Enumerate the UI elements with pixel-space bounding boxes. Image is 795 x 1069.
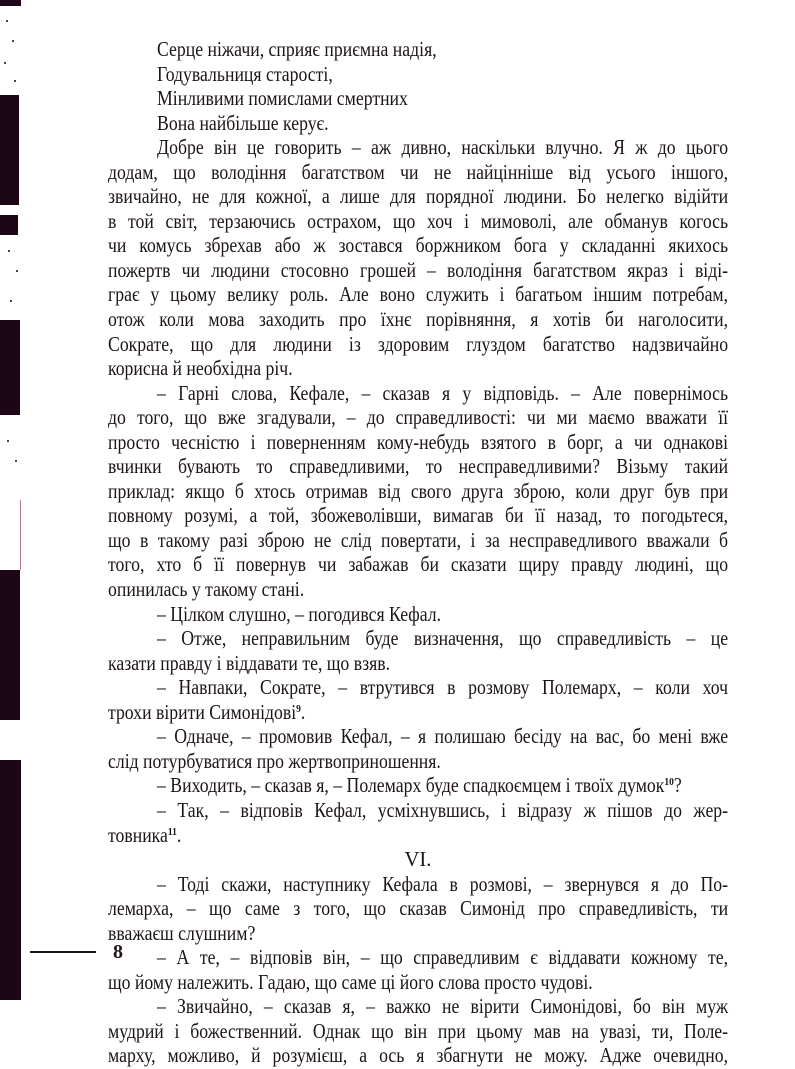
book-page (108, 38, 728, 1069)
text-line (108, 529, 728, 554)
line-text: грає у цьому велику роль. Але воно служить і багатьом іншим потребам, (108, 284, 729, 307)
page-footer (30, 940, 123, 964)
spine-shadow (0, 95, 19, 205)
text-line (108, 946, 728, 971)
line-text: до того, що вже згадували, – до справедливості: чи ми маємо вважати її (108, 407, 729, 430)
line-text: марху, можливо, й розумієш, а ось я збагнути не можу. Адже очевидно, (108, 1045, 729, 1068)
line-text: – Так, – відповів Кефал, усміхнувшись, і відразу ж пішов до жер- (157, 799, 729, 822)
footnote-ref[interactable]: 9 (296, 702, 301, 715)
footer-rule (30, 951, 96, 953)
line-text: що йому належить. Гадаю, що саме ці його слова просто чудові. (108, 971, 593, 994)
text-line (108, 504, 728, 529)
line-text: – Гарні слова, Кефале, – сказав я у відповідь. – Але повернімось (157, 382, 729, 405)
line-text: – Отже, неправильним буде визначення, що справедливість – це (157, 628, 729, 651)
text-line (108, 185, 728, 210)
section-heading: VI. (404, 849, 432, 872)
line-text: – А те, – відповів він, – що справедливим є віддавати кожному те, (157, 947, 729, 970)
text-line (108, 210, 728, 235)
line-text: – Навпаки, Сократе, – втрутився в розмову Полемарх, – коли хоч (157, 677, 729, 700)
text-line (108, 725, 728, 750)
spine-shadow (0, 760, 21, 1000)
line-text: в той світ, терзаючись острахом, що хоч і мимоволі, але обманув когось (108, 210, 729, 233)
line-text: опинилась у такому стані. (108, 579, 305, 602)
line-text: – Одначе, – промовив Кефал, – я полишаю бесіду на вас, бо мені вже (157, 726, 729, 749)
book-spine-edge (0, 0, 21, 1000)
text-line (108, 234, 728, 259)
line-text: вчинки бувають то справедливими, то несправедливими? Візьму такий (108, 456, 729, 479)
text-line (108, 333, 728, 358)
text-line (108, 799, 728, 824)
footnote-ref[interactable]: 11 (167, 825, 177, 838)
verse-quote (108, 38, 728, 136)
text-line (108, 431, 728, 456)
line-text: що в такому разі зброю не слід повертати, і за несправедливого вважали б (108, 529, 729, 552)
text-line (108, 406, 728, 431)
text-line (108, 676, 728, 701)
text-line (108, 283, 728, 308)
line-text: звичайно, не для кожної, а лише для порядної людини. Бо нелегко відійти (108, 186, 729, 209)
text-line (108, 652, 728, 677)
line-text: вважаєш слушним? (108, 922, 256, 945)
text-line (108, 1044, 728, 1069)
line-text: корисна й необхідна річ. (108, 358, 293, 381)
text-line (108, 750, 728, 775)
line-text: слід потурбуватися про жертвоприношення. (108, 750, 441, 773)
line-text: – Виходить, – сказав я, – Полемарх буде спадкоємцем і твоїх думок (157, 775, 665, 798)
page-edge (20, 500, 21, 570)
text-line (108, 480, 728, 505)
verse-line: Годувальниця старості, (157, 63, 333, 86)
line-text: трохи вірити Симонідові (108, 701, 297, 724)
text-line (108, 774, 728, 799)
body-text (108, 873, 728, 1069)
spine-shadow (0, 0, 21, 6)
spine-shadow (0, 215, 18, 235)
line-text: отож коли мова заходить про їхнє порівняння, я хотів би наголосити, (108, 309, 729, 332)
text-line (108, 873, 728, 898)
verse-line: Мінливими помислами смертних (157, 88, 408, 111)
text-line (108, 824, 728, 849)
text-line (108, 259, 728, 284)
footnote-ref[interactable]: 10 (664, 776, 674, 789)
text-line (108, 357, 728, 382)
text-line (108, 308, 728, 333)
line-text: приклад: якщо б хтось отримав від свого друга зброю, коли друг був при (108, 480, 729, 503)
line-text: повному розумі, а той, збожеволівши, вимагав би її назад, то погодьтеся, (108, 505, 729, 528)
line-text: лемарха, – що саме з того, що сказав Симонід про справедливість, ти (108, 898, 729, 921)
body-text (108, 136, 728, 848)
text-line (108, 603, 728, 628)
line-text: товника (108, 824, 168, 847)
text-line (108, 1020, 728, 1045)
text-line (108, 382, 728, 407)
text-line (108, 136, 728, 161)
verse-line: Серце ніжачи, сприяє приємна надія, (157, 39, 437, 61)
text-line (108, 701, 728, 726)
text-line (108, 971, 728, 996)
text-line (108, 455, 728, 480)
line-text: того, хто б її повернув чи забажав би сказати щиру правду людині, що (108, 554, 729, 577)
punctuation: ? (673, 775, 682, 798)
verse-line: Вона найбільше керує. (157, 112, 329, 135)
line-text: Добре він це говорить – аж дивно, наскільки влучно. Я ж до цього (157, 137, 729, 160)
line-text: просто чесністю і поверненням кому-небудь взятого в борг, а чи однакові (108, 431, 729, 454)
text-line (108, 553, 728, 578)
page-number: 8 (113, 940, 123, 963)
text-line (108, 922, 728, 947)
line-text: – Цілком слушно, – погодився Кефал. (157, 603, 442, 626)
line-text: – Звичайно, – сказав я, – важко не вірити Симонідові, бо він муж (157, 996, 729, 1019)
line-text: Сократе, що для людини із здоровим глуздом багатство надзвичайно (108, 333, 729, 356)
punctuation: . (176, 824, 182, 847)
line-text: додам, що володіння багатством чи не найцінніше від усього іншого, (108, 161, 729, 184)
text-line (108, 627, 728, 652)
line-text: пожертв чи людини стосовно грошей – володіння багатством якраз і віді- (108, 259, 729, 282)
line-text: казати правду і віддавати те, що взяв. (108, 652, 391, 675)
spine-shadow (0, 320, 20, 415)
spine-shadow (0, 570, 20, 720)
punctuation: . (300, 701, 306, 724)
text-line (108, 897, 728, 922)
line-text: мудрий і божественний. Однак що він при цьому мав на увазі, ти, Поле- (108, 1020, 729, 1043)
line-text: чи комусь збрехав або ж зостався боржником бога у складанні якихось (108, 235, 729, 258)
text-line (108, 161, 728, 186)
text-line (108, 995, 728, 1020)
text-line (108, 578, 728, 603)
line-text: – Тоді скажи, наступнику Кефала в розмові, – звернувся я до По- (157, 873, 729, 896)
